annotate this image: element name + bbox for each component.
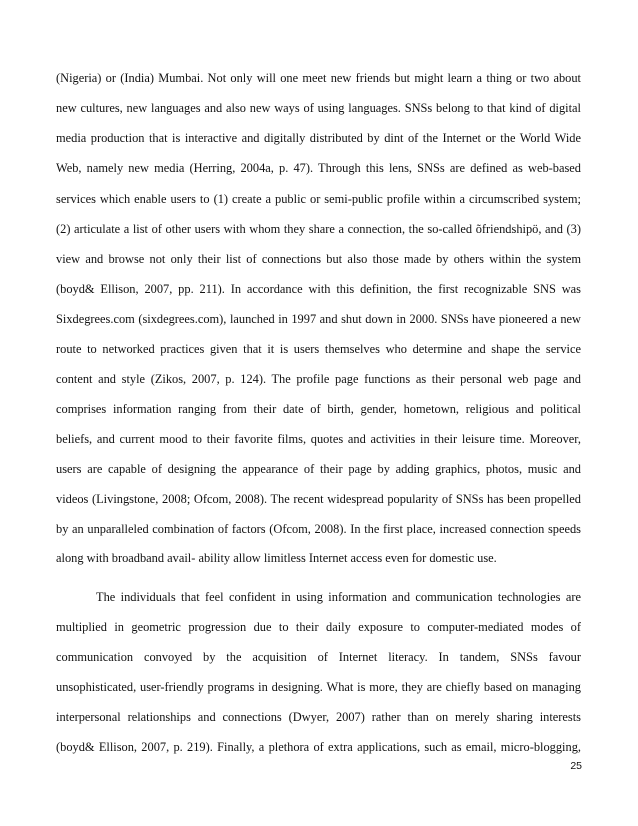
body-text-line: comprises information ranging from their date of birth, gender, hometown, religious and political — [56, 402, 581, 416]
page-number: 25 — [570, 760, 582, 772]
body-text-line: communication convoyed by the acquisition of Internet literacy. In tandem, SNSs favour — [56, 650, 581, 664]
body-text-line: new cultures, new languages and also new ways of using languages. SNSs belong to that kind of digital — [56, 101, 581, 115]
body-text-line: Web, namely new media (Herring, 2004a, p. 47). Through this lens, SNSs are defined as web-based — [56, 161, 581, 175]
body-text-line: (boyd& Ellison, 2007, pp. 211). In accordance with this definition, the first recognizable SNS was — [56, 282, 581, 296]
body-text-line: videos (Livingstone, 2008; Ofcom, 2008). The recent widespread popularity of SNSs has been propelled — [56, 492, 581, 506]
body-text-line: media production that is interactive and digitally distributed by dint of the Internet or the World Wide — [56, 131, 581, 145]
body-text-line: content and style (Zikos, 2007, p. 124). The profile page functions as their personal web page and — [56, 372, 581, 386]
body-text-line: services which enable users to (1) create a public or semi-public profile within a circumscribed system; — [56, 192, 581, 206]
body-text-line: (Nigeria) or (India) Mumbai. Not only will one meet new friends but might learn a thing or two about — [56, 71, 581, 85]
body-text-line: The individuals that feel confident in using information and communication technologies are — [96, 590, 581, 604]
body-text-line: beliefs, and current mood to their favorite films, quotes and activities in their leisure time. Moreover, — [56, 432, 581, 446]
body-text-line: multiplied in geometric progression due to their daily exposure to computer-mediated modes of — [56, 620, 581, 634]
body-text-line: (boyd& Ellison, 2007, p. 219). Finally, a plethora of extra applications, such as email, micro-blogging, — [56, 740, 581, 754]
body-text-line: view and browse not only their list of connections but also those made by others within the system — [56, 252, 581, 266]
body-text-line: by an unparalleled combination of factors (Ofcom, 2008). In the first place, increased connection speeds — [56, 522, 581, 536]
body-text-line: Sixdegrees.com (sixdegrees.com), launched in 1997 and shut down in 2000. SNSs have pioneered a new — [56, 312, 581, 326]
body-text-line: unsophisticated, user-friendly programs in designing. What is more, they are chiefly based on managing — [56, 680, 581, 694]
body-text-line: users are capable of designing the appearance of their page by adding graphics, photos, music and — [56, 462, 581, 476]
body-text-line: along with broadband avail- ability allow limitless Internet access even for domestic use. — [56, 551, 497, 565]
body-text-line: interpersonal relationships and connections (Dwyer, 2007) rather than on merely sharing interests — [56, 710, 581, 724]
body-text-line: (2) articulate a list of other users with whom they share a connection, the so-called õfriendshipö, and (3) — [56, 222, 581, 236]
body-text-line: route to networked practices given that it is users themselves who determine and shape the service — [56, 342, 581, 356]
